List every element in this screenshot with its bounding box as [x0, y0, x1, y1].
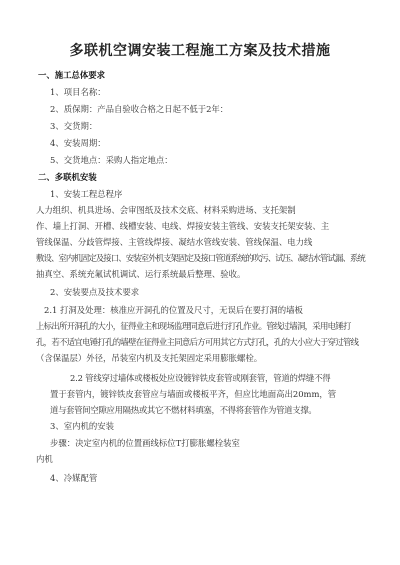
- para2-line: 2.1 打洞及处理：核准应开洞孔的位置及尺寸，无误后在要打洞的墙板: [44, 305, 303, 315]
- section1-heading: 一、施工总体要求: [38, 70, 105, 80]
- item-project-name: 1、项目名称：: [50, 87, 106, 97]
- para1-line: 抽真空、系统充氟试机调试、运行系统最后整理、验收。: [36, 269, 246, 279]
- para3-line: 置于套管内，镀锌铁皮套管应与墙面或楼板平齐，但应比地面高出20mm，管: [50, 389, 337, 399]
- para2-line: 孔，若不适宜电锤打孔的墙壁在征得业主同意后方可用其它方式打孔，孔的大小应大于穿过管线: [36, 337, 359, 347]
- subsection-indoor-unit: 3、室内机的安装: [50, 421, 114, 431]
- para3-line: 2.2 管线穿过墙体或楼板处应设镀锌铁皮套管或刚套管，管道的焊缝不得: [70, 373, 331, 383]
- subsection-refrigerant-piping: 4、冷媒配管: [50, 473, 98, 483]
- item-warranty: 2、质保期：产品自验收合格之日起不低于2年：: [50, 104, 229, 114]
- para1-line: 作、墙上打洞、开槽、线槽安装、电线、焊接安装主管线、安装支托架安装、主: [36, 221, 330, 231]
- section2-heading: 二、多联机安装: [38, 172, 97, 182]
- para1-line: 管线保温、分歧管焊接、主管线焊接、凝结水管线安装、管线保温、电力线: [36, 237, 313, 247]
- para4-line: 内机: [36, 454, 53, 464]
- para4-line: 步骤：决定室内机的位置画线标位T打膨胀螺栓装室: [50, 438, 240, 448]
- item-install-period: 4、安装周期：: [50, 138, 106, 148]
- para2-line: （含保温层）外径，吊装室内机及支托架固定采用膨胀螺栓。: [36, 353, 263, 363]
- para1-line: 敷设、室内机固定及接口、安装室外机支架固定及接口管道系统的吹污、试压、凝结水管试漏、系统: [36, 253, 365, 263]
- subsection-overall-procedure: 1、安装工程总程序: [50, 189, 123, 199]
- item-delivery-time: 3、交货期：: [50, 121, 98, 131]
- item-delivery-place: 5、交货地点：采购人指定地点：: [50, 155, 173, 165]
- subsection-key-points: 2、安装要点及技术要求: [50, 287, 140, 297]
- para1-line: 人力组织、机具进场、会审图纸及技术交底、材料采购进场、支托架制: [36, 205, 296, 215]
- para3-line: 道与套管间空隙应用隔热或其它不燃材料填塞，不得将套管作为管道支撑。: [50, 405, 317, 415]
- para2-line: 上标出所开洞孔的大小，征得业主和现场监理同意后进行打孔作业。管线过墙洞，采用电锤打: [36, 321, 351, 331]
- document-title: 多联机空调安装工程施工方案及技术措施: [69, 43, 331, 59]
